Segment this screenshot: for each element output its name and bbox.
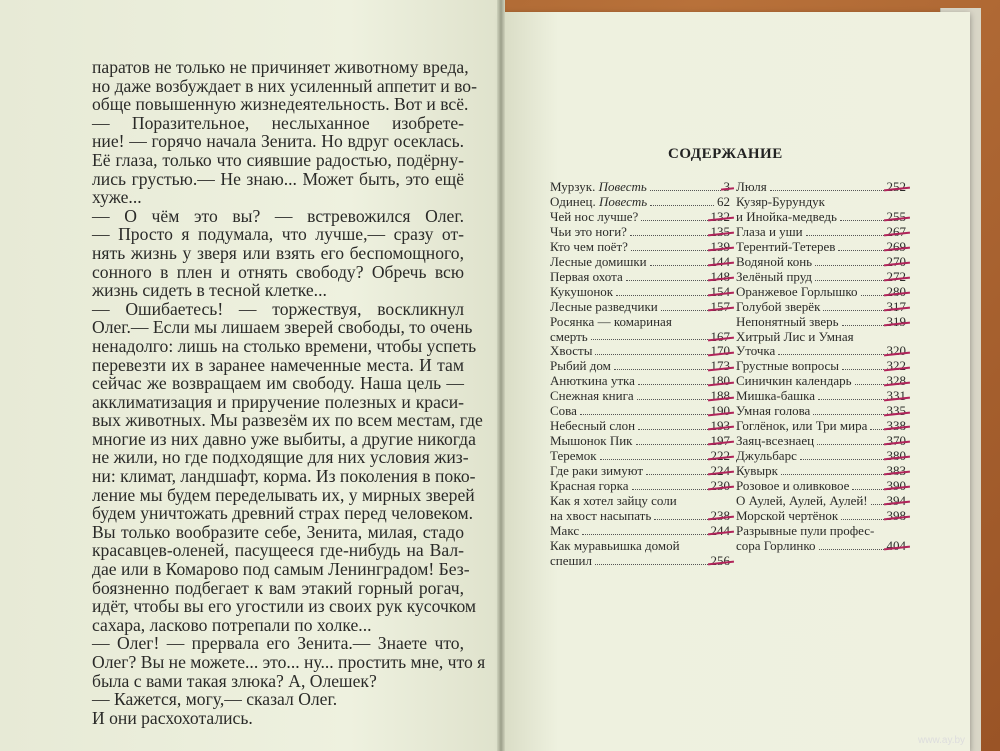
text-line: обще повышенную жизнедеятельность. Вот и всё. [92, 94, 469, 115]
book-gutter [497, 0, 505, 751]
toc-entry [736, 255, 906, 270]
toc-entry [550, 344, 730, 359]
toc-entry [550, 419, 730, 434]
toc-entry-title: Кто чем поёт? [550, 238, 628, 254]
toc-leader-dots [630, 235, 708, 236]
toc-entry-title: Лесные разведчики [550, 298, 658, 314]
toc-leader-dots [661, 310, 708, 311]
toc-leader-dots [815, 265, 883, 266]
toc-leader-dots [817, 444, 883, 445]
toc-entry [736, 494, 906, 509]
toc-entry-title: Мышонок Пик [550, 433, 633, 449]
toc-page-number: 132 [710, 208, 730, 224]
toc-page-number: 319 [886, 313, 906, 329]
toc-page-number: 197 [710, 433, 730, 449]
toc-page-number: 154 [710, 283, 730, 299]
text-line: Вы только вообразите себе, Зенита, милая, стадо [92, 521, 464, 542]
toc-leader-dots [815, 280, 883, 281]
toc-leader-dots [813, 414, 883, 415]
toc-entry-title: Водяной конь [736, 253, 813, 269]
toc-entry-title: Теремок [550, 448, 597, 464]
toc-leader-dots [650, 205, 714, 206]
toc-entry-title: сора Горлинко [736, 537, 816, 553]
text-line: хуже... [92, 187, 142, 208]
toc-page-number: 252 [886, 179, 906, 194]
text-line: Её глаза, только что сиявшие радостью, подёрну- [92, 149, 464, 170]
toc-entry [550, 225, 730, 240]
toc-leader-dots [638, 384, 708, 385]
toc-entry-title: Уточка [736, 343, 776, 359]
toc-leader-dots [870, 429, 883, 430]
toc-entry [736, 389, 906, 404]
text-line: не жили, но где подходящие для них условия жиз- [92, 447, 469, 468]
toc-entry-title: Гоглёнок, или Три мира [736, 418, 868, 434]
text-line: Олег? Вы не можете... это... ну... простить мне, что я [92, 652, 486, 672]
toc-entry [550, 449, 730, 464]
toc-page-number: 190 [710, 403, 730, 419]
text-line: — О чём это вы? — встревожился Олег. [92, 205, 464, 226]
toc-leader-dots [781, 474, 884, 475]
toc-leader-dots [616, 295, 707, 296]
watermark: www.ay.by [918, 735, 966, 746]
toc-entry-title: Люля [736, 179, 767, 194]
toc-page-number: 380 [886, 448, 906, 464]
toc-page-number: 390 [886, 478, 906, 494]
toc-entry-title: и Инойка-медведь [736, 208, 837, 224]
text-line: многие из них давно уже выбиты, а другие никогда [92, 428, 476, 449]
toc-entry-title: Хвосты [550, 343, 593, 359]
text-line: будем уничтожать древний страх перед человеком. [92, 503, 474, 524]
toc-page-number: 338 [886, 418, 906, 434]
toc-leader-dots [650, 265, 708, 266]
text-line: но даже возбуждает в них усиленный аппетит и во- [92, 75, 477, 96]
toc-entry [736, 180, 906, 195]
toc-page-number: 335 [886, 403, 906, 419]
toc-entry-title: Кузяр-Бурундук [736, 193, 825, 209]
toc-page-number: 173 [710, 358, 730, 374]
toc-entry-title: Чьи это ноги? [550, 223, 627, 239]
toc-entry-title: Морской чертёнок [736, 507, 839, 523]
toc-entry-title: Одинец. Повесть [550, 193, 648, 209]
toc-page-number: 144 [710, 253, 730, 269]
toc-entry [550, 524, 730, 539]
toc-entry-title: Как я хотел зайцу соли [550, 493, 677, 509]
toc-page-number: 193 [710, 418, 730, 434]
toc-entry-title: спешил [550, 552, 592, 568]
text-line: красавцев-оленей, пасущееся где-нибудь на Вал- [92, 540, 464, 561]
text-line: И они расхохотались. [92, 707, 253, 728]
toc-leader-dots [636, 444, 708, 445]
toc-leader-dots [595, 354, 707, 355]
toc-entry-title: Мишка-башка [736, 388, 816, 404]
toc-page-number: 167 [710, 328, 730, 344]
toc-entry [550, 374, 730, 389]
text-line: — Поразительное, неслыханное изобрете- [92, 112, 464, 133]
toc-page-number: 244 [710, 522, 730, 538]
toc-entry-title: Мурзук. Повесть [550, 179, 647, 194]
toc-entry-title: Синичкин календарь [736, 373, 852, 389]
toc-entry [550, 479, 730, 494]
text-line: акклиматизация и приручение полезных и краси- [92, 391, 464, 412]
toc-leader-dots [852, 489, 883, 490]
toc-entry [550, 330, 730, 345]
toc-leader-dots [819, 549, 884, 550]
toc-entry [736, 359, 906, 374]
text-line: — Ошибаетесь! — торжествуя, воскликнул [92, 298, 464, 319]
toc-entry-title: Где раки зимуют [550, 463, 644, 479]
toc-page-number: 222 [710, 448, 730, 464]
toc-page-number: 139 [710, 238, 730, 254]
toc-leader-dots [591, 339, 708, 340]
toc-entry-title: на хвост насыпать [550, 507, 652, 523]
toc-entry-title: Непонятный зверь [736, 313, 839, 329]
toc-leader-dots [595, 564, 708, 565]
toc-entry-title: Снежная книга [550, 388, 634, 404]
toc-leader-dots [600, 459, 708, 460]
text-line: идёт, чтобы вы его угостили из своих рук кусочком [92, 596, 477, 617]
toc-entry [550, 434, 730, 449]
toc-entry [736, 404, 906, 419]
text-line: ние! — горячо начала Зенита. Но вдруг осеклась. [92, 131, 464, 152]
toc-entry-title: Голубой зверёк [736, 298, 821, 314]
text-line: Олег.— Если мы лишаем зверей свободы, то очень [92, 317, 473, 338]
toc-leader-dots [823, 310, 883, 311]
toc-entry [550, 180, 730, 195]
toc-entry-title: Терентий-Тетерев [736, 238, 836, 254]
toc-leader-dots [770, 190, 884, 191]
toc-entry [550, 509, 730, 524]
toc-entry [550, 300, 730, 315]
toc-entry [736, 344, 906, 359]
toc-left-column [550, 180, 730, 569]
text-line: была с вами такая злюка? А, Олешек? [92, 670, 377, 691]
toc-entry [736, 479, 906, 494]
toc-leader-dots [582, 534, 707, 535]
text-line: боязненно подбегает к вам этакий горный рогач, [92, 577, 464, 598]
toc-entry-title: Грустные вопросы [736, 358, 840, 374]
toc-title: СОДЕРЖАНИЕ [668, 146, 783, 162]
toc-entry-title: Заяц-всезнаец [736, 433, 815, 449]
toc-page-number: 256 [710, 552, 730, 568]
toc-page-number: 224 [710, 463, 730, 479]
toc-leader-dots [641, 220, 707, 221]
toc-entry [736, 300, 906, 315]
toc-page-number: 269 [886, 238, 906, 254]
toc-leader-dots [614, 369, 708, 370]
toc-page-number: 317 [886, 298, 906, 314]
toc-leader-dots [654, 519, 707, 520]
toc-leader-dots [650, 190, 721, 191]
text-line: жизнь сидеть в тесной клетке... [92, 280, 327, 301]
toc-entry-title: Красная горка [550, 478, 629, 494]
toc-entry [736, 539, 906, 554]
toc-page-number: 404 [886, 537, 906, 553]
toc-entry-title: Кукушонок [550, 283, 614, 299]
toc-leader-dots [637, 399, 708, 400]
toc-entry-title: Глаза и уши [736, 223, 803, 239]
toc-entry [736, 509, 906, 524]
toc-leader-dots [638, 429, 707, 430]
toc-entry [550, 554, 730, 569]
toc-entry [736, 270, 906, 285]
toc-leader-dots [818, 399, 883, 400]
text-line: дае или в Комарово под самым Ленинградом! Без- [92, 559, 470, 580]
toc-entry-title: Сова [550, 403, 577, 419]
toc-entry-title: Анюткина утка [550, 373, 635, 389]
toc-entry-title: Росянка — комариная [550, 313, 672, 329]
text-line: — Олег! — прервала его Зенита.— Знаете что, [92, 633, 464, 654]
text-line: — Кажется, могу,— сказал Олег. [92, 689, 338, 710]
toc-leader-dots [840, 220, 884, 221]
toc-entry [736, 315, 906, 330]
toc-page-number: 394 [886, 493, 906, 509]
toc-entry [736, 434, 906, 449]
text-line: ни: климат, ландшафт, корма. Из поколения в поко- [92, 466, 476, 487]
toc-entry [736, 240, 906, 255]
toc-page-number: 383 [886, 463, 906, 479]
toc-page-number: 370 [886, 433, 906, 449]
toc-page-number: 238 [710, 507, 730, 523]
toc-page-number: 320 [886, 343, 906, 359]
toc-page-number: 62 [717, 193, 730, 209]
toc-entry-title: Разрывные пули профес- [736, 522, 875, 538]
toc-entry-genre: Повесть [598, 179, 647, 194]
toc-page-number: 188 [710, 388, 730, 404]
toc-entry [550, 464, 730, 479]
toc-entry-title: Чей нос лучше? [550, 208, 639, 224]
toc-leader-dots [842, 325, 884, 326]
toc-entry-title: Кувырк [736, 463, 778, 479]
toc-page-number: 135 [710, 223, 730, 239]
toc-page-number: 3 [723, 179, 730, 194]
text-line: сейчас же возвращаем им свободу. Наша цель — [92, 373, 464, 394]
toc-entry-title: Рыбий дом [550, 358, 611, 374]
toc-page-number: 322 [886, 358, 906, 374]
toc-leader-dots [842, 369, 883, 370]
toc-entry [736, 449, 906, 464]
toc-leader-dots [626, 280, 708, 281]
toc-entry-title: Небесный слон [550, 418, 636, 434]
toc-entry [736, 374, 906, 389]
toc-entry [736, 464, 906, 479]
toc-entry [736, 225, 906, 240]
toc-entry [550, 359, 730, 374]
text-line: вых животных. Мы развезём их по всем местам, где [92, 410, 483, 431]
toc-entry-title: О Аулей, Аулей, Аулей! [736, 493, 868, 509]
toc-page-number: 328 [886, 373, 906, 389]
text-line: ненадолго: лишь на столько времени, чтобы успеть [92, 335, 477, 356]
toc-page-number: 157 [710, 298, 730, 314]
toc-entry [550, 389, 730, 404]
toc-leader-dots [838, 250, 883, 251]
toc-entry [550, 195, 730, 210]
text-line: сонного в плен и отнять свободу? Обречь всю [92, 261, 464, 282]
toc-leader-dots [646, 474, 707, 475]
toc-page-number: 398 [886, 507, 906, 523]
toc-entry-title: Умная голова [736, 403, 811, 419]
toc-page-number: 230 [710, 478, 730, 494]
toc-leader-dots [632, 489, 708, 490]
toc-page-number: 267 [886, 223, 906, 239]
toc-entry-title: Хитрый Лис и Умная [736, 328, 854, 344]
toc-page-number: 170 [710, 343, 730, 359]
text-line: лись грустью.— Не знаю... Может быть, это ещё [92, 168, 464, 189]
toc-entry-title: Макс [550, 522, 580, 538]
toc-page-number: 270 [886, 253, 906, 269]
toc-leader-dots [631, 250, 708, 251]
left-page-text [92, 57, 486, 728]
toc-entry-title: Лесные домишки [550, 253, 647, 269]
toc-entry [550, 270, 730, 285]
text-line: паратов не только не причиняет животному вреда, [92, 57, 469, 77]
toc-leader-dots [841, 519, 883, 520]
toc-leader-dots [861, 295, 884, 296]
text-line: перевезти их в заранее намеченные места. И там [92, 354, 464, 375]
toc-entry-title: Розовое и оливковое [736, 478, 850, 494]
text-line: нять жизнь у зверя или взять его беспомощного, [92, 242, 464, 263]
toc-leader-dots [580, 414, 708, 415]
toc-entry-title: Оранжевое Горлышко [736, 283, 858, 299]
toc-entry-title: Как муравьишка домой [550, 537, 680, 553]
toc-entry [550, 240, 730, 255]
text-line: — Просто я подумала, что лучше,— сразу от- [92, 224, 464, 245]
toc-page-number: 280 [886, 283, 906, 299]
toc-page-number: 255 [886, 208, 906, 224]
toc-page-number: 272 [886, 268, 906, 284]
toc-entry-title: Зелёный пруд [736, 268, 813, 284]
toc-page-number: 180 [710, 373, 730, 389]
toc-leader-dots [806, 235, 884, 236]
toc-entry [550, 210, 730, 225]
toc-leader-dots [855, 384, 884, 385]
toc-entry [736, 419, 906, 434]
toc-right-column [736, 180, 906, 554]
toc-entry [550, 404, 730, 419]
toc-entry [736, 210, 906, 225]
toc-entry [736, 285, 906, 300]
toc-page-number: 331 [886, 388, 906, 404]
toc-entry [550, 285, 730, 300]
text-line: ление мы будем переделывать их, у мирных зверей [92, 484, 475, 505]
toc-page-number: 148 [710, 268, 730, 284]
toc-entry-title: Джульбарс [736, 448, 797, 464]
text-line: сахара, ласково потрепали по холке... [92, 614, 372, 635]
toc-leader-dots [778, 354, 883, 355]
toc-leader-dots [800, 459, 884, 460]
toc-leader-dots [871, 504, 884, 505]
toc-entry-genre: Повесть [598, 193, 648, 209]
toc-entry-title: Первая охота [550, 268, 623, 284]
toc-entry [550, 255, 730, 270]
toc-entry-title: смерть [550, 328, 588, 344]
